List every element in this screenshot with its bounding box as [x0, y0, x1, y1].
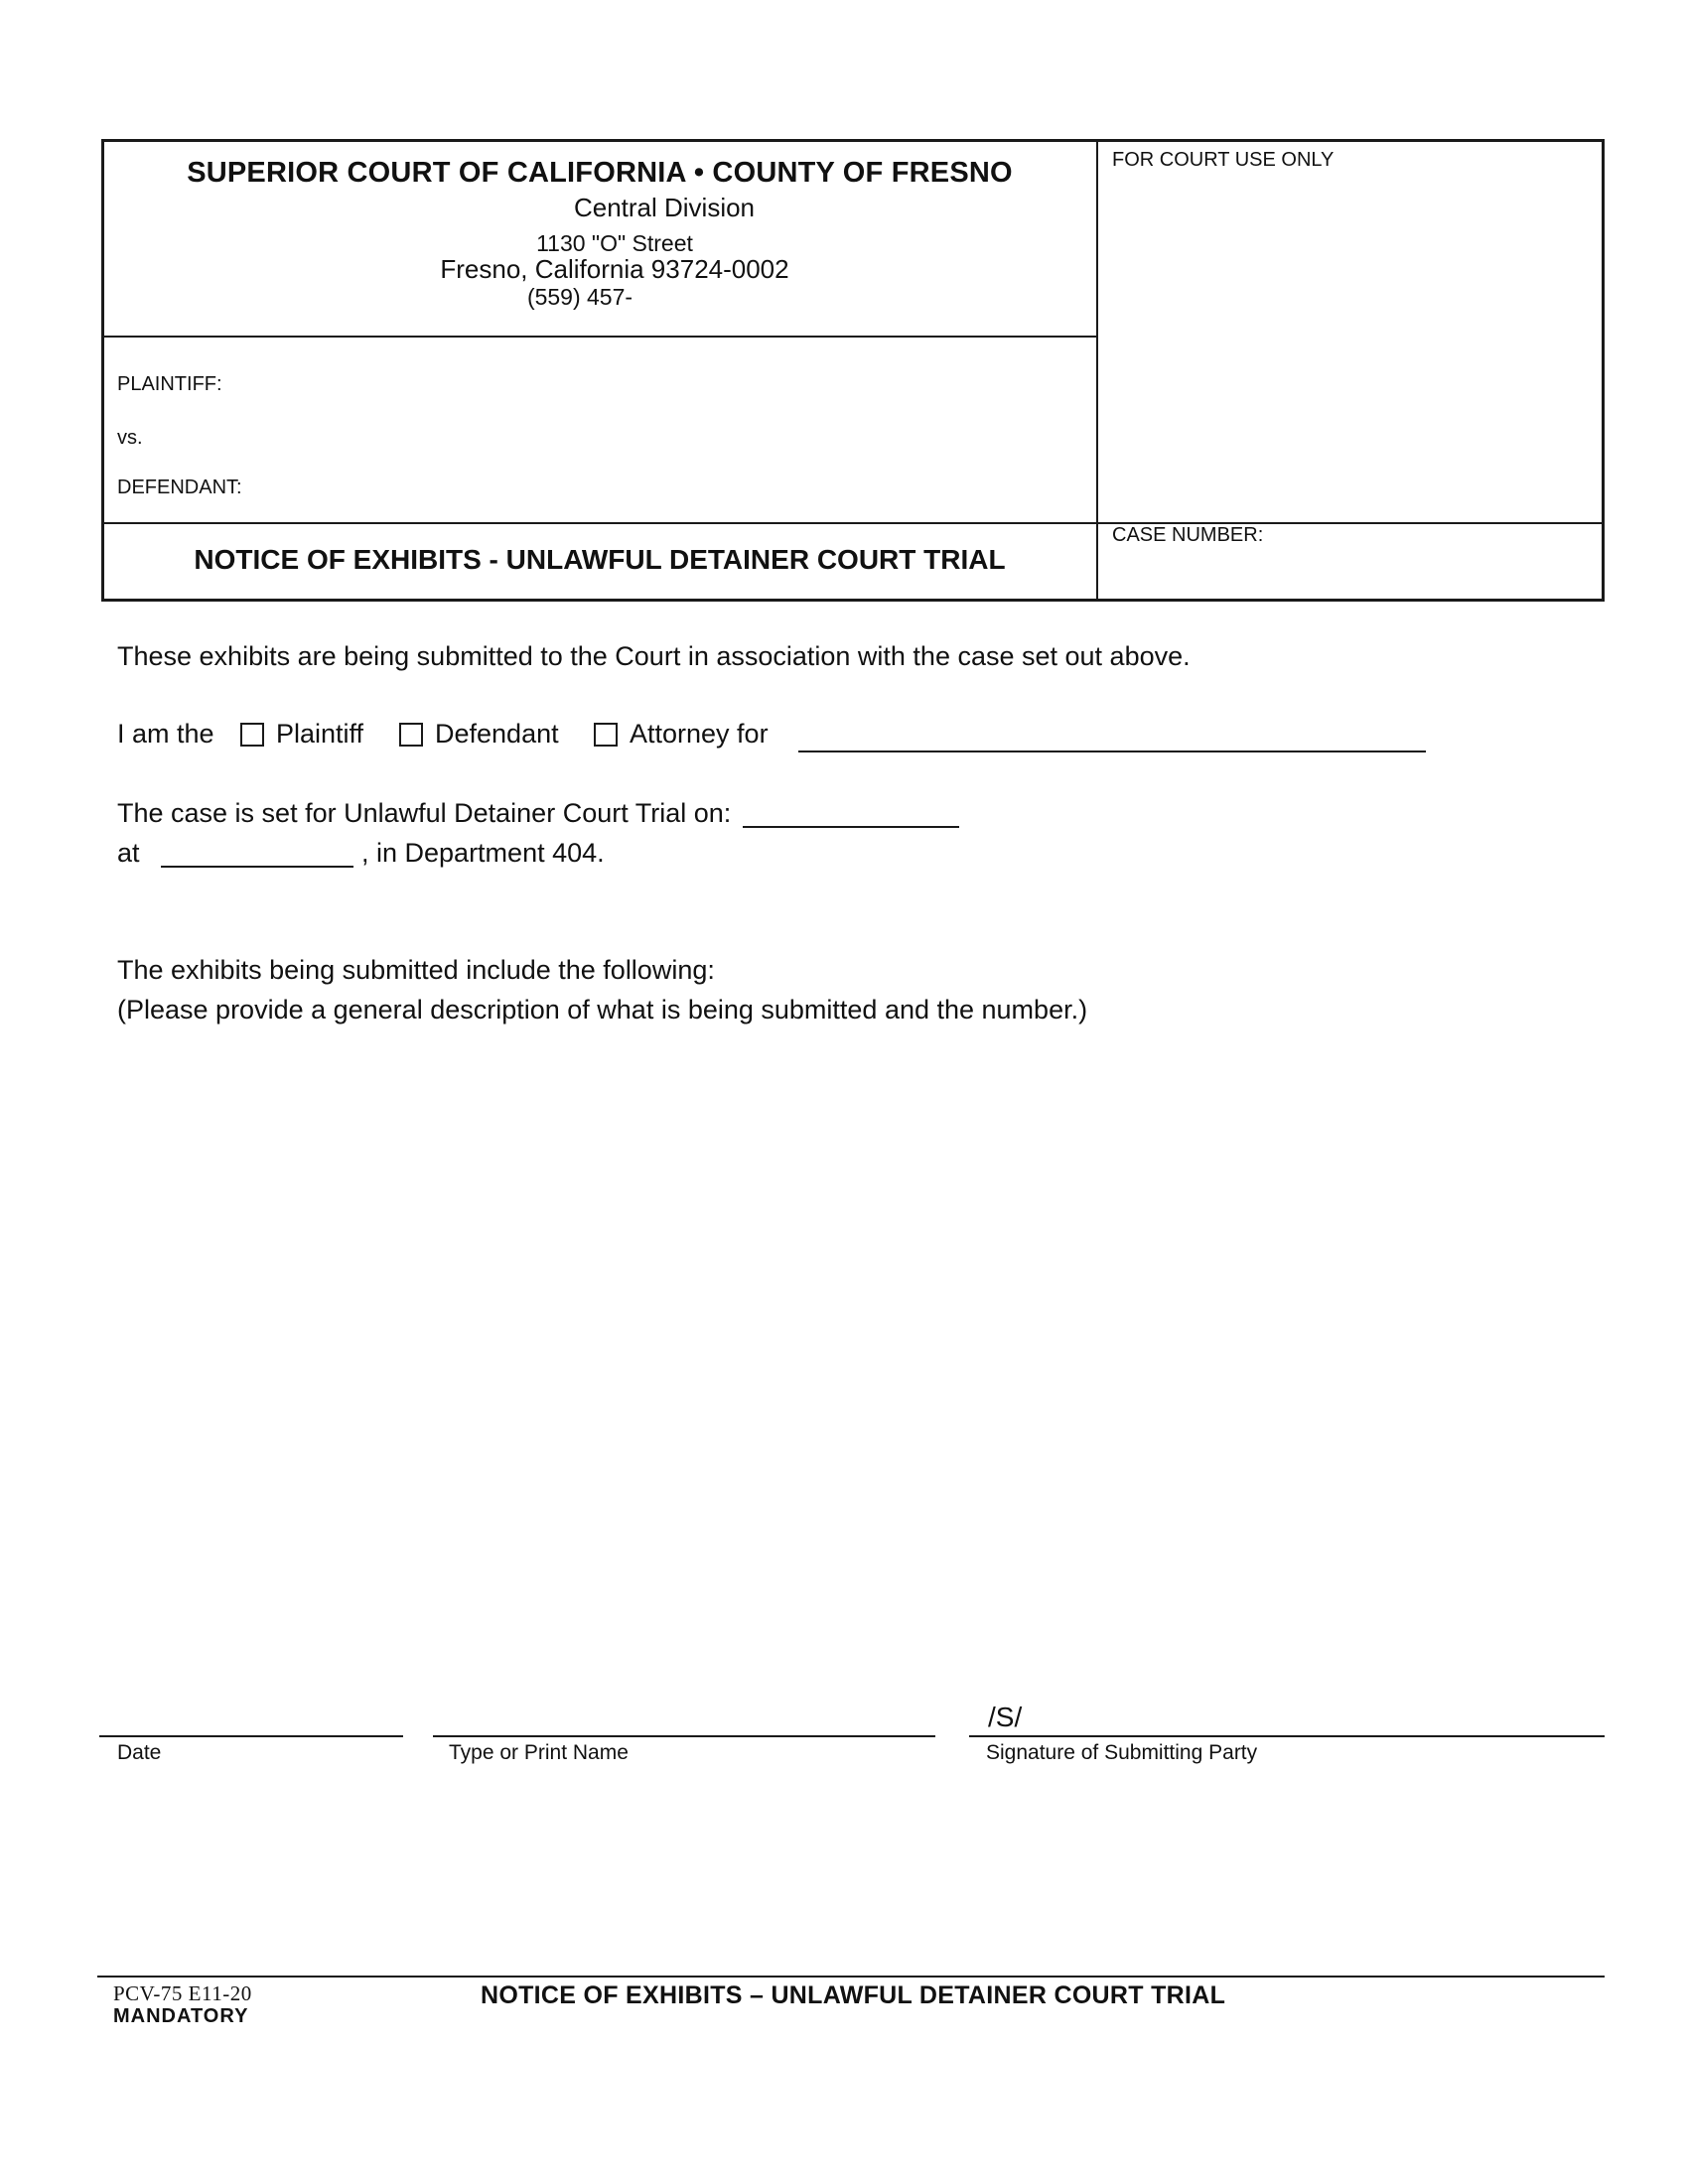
defendant-label: DEFENDANT: — [117, 477, 242, 498]
plaintiff-label: PLAINTIFF: — [117, 373, 222, 395]
trial-time-at-label: at — [117, 838, 140, 868]
exhibits-intro: The exhibits being submitted include the following: — [117, 955, 715, 985]
defendant-checkbox[interactable] — [399, 723, 423, 747]
trial-date-field[interactable] — [743, 826, 959, 828]
print-name-label: Type or Print Name — [449, 1741, 629, 1764]
caption-divider-title — [101, 522, 1605, 524]
attorney-option-label: Attorney for — [630, 719, 769, 749]
print-name-field[interactable] — [433, 1735, 935, 1737]
footer-divider — [97, 1976, 1605, 1978]
court-street: 1130 "O" Street — [536, 230, 693, 256]
vs-label: vs. — [117, 427, 143, 449]
court-address-block — [101, 139, 1098, 338]
trial-time-field[interactable] — [161, 866, 353, 868]
department-text: , in Department 404. — [361, 838, 605, 868]
signature-field[interactable] — [969, 1735, 1605, 1737]
plaintiff-option-label: Plaintiff — [276, 719, 364, 749]
signature-mark: /S/ — [988, 1702, 1023, 1732]
attorney-for-field[interactable] — [798, 751, 1426, 752]
date-field[interactable] — [99, 1735, 403, 1737]
signature-label: Signature of Submitting Party — [986, 1741, 1258, 1764]
role-prefix: I am the — [117, 719, 214, 749]
date-label: Date — [117, 1741, 162, 1764]
court-phone: (559) 457- — [526, 284, 633, 310]
court-division: Central Division — [573, 193, 756, 222]
defendant-option-label: Defendant — [435, 719, 559, 749]
court-use-label: FOR COURT USE ONLY — [1112, 149, 1335, 171]
court-city: Fresno, California 93724-0002 — [440, 254, 789, 284]
case-number-label: CASE NUMBER: — [1112, 524, 1264, 546]
mandatory-label: MANDATORY — [113, 2005, 249, 2027]
trial-date-text: The case is set for Unlawful Detainer Court Trial on: — [117, 798, 732, 828]
form-code: PCV-75 E11-20 — [113, 1981, 252, 2005]
attorney-checkbox[interactable] — [594, 723, 618, 747]
footer-title: NOTICE OF EXHIBITS – UNLAWFUL DETAINER COURT TRIAL — [481, 1981, 1226, 2009]
intro-text: These exhibits are being submitted to the Court in association with the case set out above. — [117, 641, 1191, 671]
court-name: SUPERIOR COURT OF CALIFORNIA • COUNTY OF FRESNO — [187, 157, 1013, 189]
form-title: NOTICE OF EXHIBITS - UNLAWFUL DETAINER COURT TRIAL — [194, 544, 1006, 575]
exhibits-instruction: (Please provide a general description of what is being submitted and the number.) — [117, 995, 1088, 1024]
plaintiff-checkbox[interactable] — [240, 723, 264, 747]
